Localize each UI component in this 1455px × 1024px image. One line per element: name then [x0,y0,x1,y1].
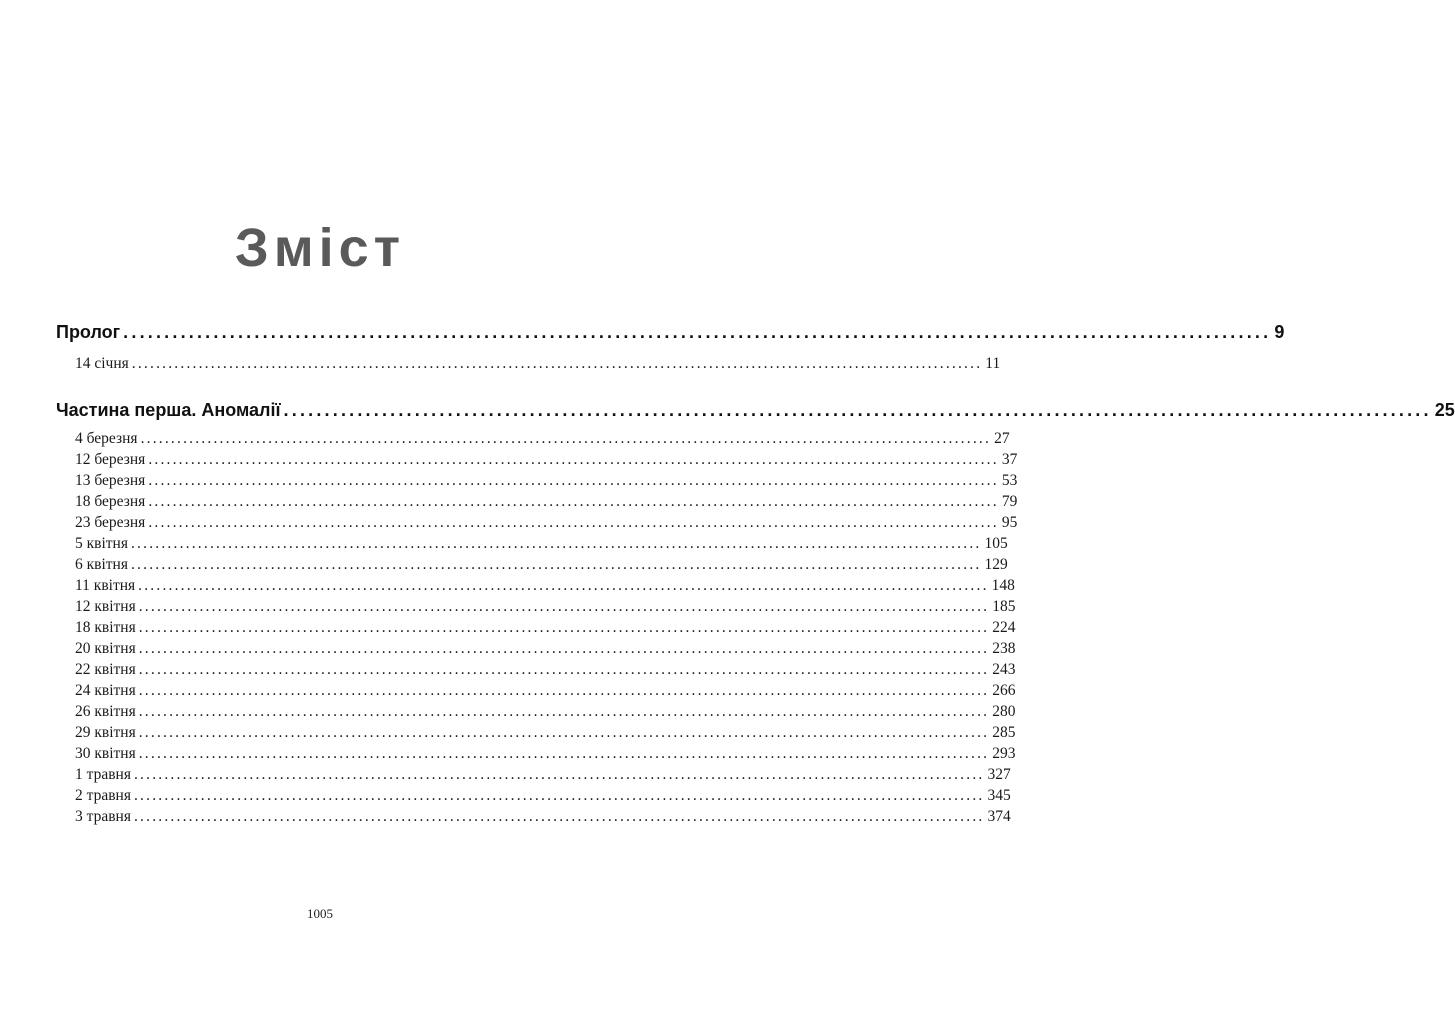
entry-page: 129 [984,556,1008,573]
toc-entry[interactable] [56,493,1018,511]
dot-leader: ............................................................................................................................................ [138,598,990,615]
dot-leader: ............................................................................................................................................ [130,535,982,552]
entry-page: 37 [1001,451,1018,468]
dot-leader: ............................................................................................................................................ [138,745,990,762]
entry-label: 13 березня [75,472,146,489]
toc-entry[interactable] [56,703,1016,721]
entry-label: 3 травня [75,808,131,825]
toc-entry[interactable] [56,556,1008,574]
entry-page: 285 [992,724,1016,741]
dot-leader: ............................................................................................................................................ [138,724,990,741]
toc-entry[interactable] [56,808,1011,826]
toc-entry[interactable] [56,451,1018,469]
entry-page: 374 [987,808,1011,825]
part-title: Пролог [56,322,121,342]
dot-leader: ............................................................................................................................................ [140,430,992,447]
toc-entry[interactable] [56,766,1011,784]
part-title: Частина перша. Аномалії [56,400,281,420]
dot-leader: ............................................................................................................................................ [138,619,990,636]
toc-entry[interactable] [56,640,1016,658]
toc-entry[interactable] [56,355,1001,373]
entry-label: 12 квітня [75,598,136,615]
entry-page: 266 [992,682,1016,699]
entry-page: 345 [987,787,1011,804]
dot-leader: ............................................................................................................................................ [138,661,990,678]
toc-entry[interactable] [56,682,1016,700]
entry-label: 26 квітня [75,703,136,720]
entry-label: 18 березня [75,493,146,510]
entry-page: 95 [1001,514,1018,531]
page-title: Зміст [234,218,406,278]
toc-entry[interactable] [56,430,1010,448]
toc-entry[interactable] [56,598,1016,616]
toc-entry[interactable] [56,724,1016,742]
dot-leader: ............................................................................................................................................ [148,514,999,531]
dot-leader: ............................................................................................................................................ [138,682,990,699]
entry-page: 27 [994,430,1010,447]
entry-page: 53 [1001,472,1018,489]
dot-leader: ............................................................................................................................................ [131,355,983,372]
dot-leader: ............................................................................................................................................ [283,400,1432,420]
toc-entry[interactable] [56,619,1016,637]
entry-page: 243 [992,661,1016,678]
entry-page: 105 [984,535,1008,552]
dot-leader: ............................................................................................................................................ [133,766,985,783]
entry-label: 29 квітня [75,724,136,741]
dot-leader: ............................................................................................................................................ [133,808,985,825]
dot-leader: ............................................................................................................................................ [148,472,999,489]
entry-label: 12 березня [75,451,146,468]
toc-entry[interactable] [56,745,1016,763]
toc-entry[interactable] [56,577,1015,595]
entry-label: 20 квітня [75,640,136,657]
part-page: 9 [1274,322,1285,342]
entry-page: 224 [992,619,1016,636]
entry-label: 23 березня [75,514,146,531]
toc-entry[interactable] [56,472,1018,490]
dot-leader: ............................................................................................................................................ [123,322,1272,342]
entry-label: 22 квітня [75,661,136,678]
toc-entry[interactable] [56,787,1011,805]
entry-page: 238 [992,640,1016,657]
dot-leader: ............................................................................................................................................ [138,703,990,720]
toc-entry[interactable] [56,661,1016,679]
entry-label: 1 травня [75,766,131,783]
entry-page: 11 [985,355,1001,372]
dot-leader: ............................................................................................................................................ [148,493,999,510]
entry-label: 6 квітня [75,556,128,573]
toc-entry[interactable] [56,514,1018,532]
dot-leader: ............................................................................................................................................ [148,451,999,468]
toc-part-one[interactable] [56,400,1455,421]
entry-page: 185 [992,598,1016,615]
entry-label: 24 квітня [75,682,136,699]
entry-page: 148 [991,577,1015,594]
page-number: 1005 [307,906,333,921]
dot-leader: ............................................................................................................................................ [133,787,985,804]
entry-label: 2 травня [75,787,131,804]
entry-label: 11 квітня [75,577,136,594]
entry-label: 4 березня [75,430,138,447]
entry-page: 293 [992,745,1016,762]
part-page: 25 [1434,400,1455,420]
entry-page: 79 [1001,493,1018,510]
entry-label: 30 квітня [75,745,136,762]
toc-part-prologue[interactable] [56,322,1285,343]
dot-leader: ............................................................................................................................................ [138,577,989,594]
dot-leader: ............................................................................................................................................ [138,640,990,657]
toc-entry[interactable] [56,535,1008,553]
entry-label: 5 квітня [75,535,128,552]
entry-label: 14 січня [75,355,129,372]
dot-leader: ............................................................................................................................................ [130,556,982,573]
entry-label: 18 квітня [75,619,136,636]
entry-page: 280 [992,703,1016,720]
entry-page: 327 [987,766,1011,783]
